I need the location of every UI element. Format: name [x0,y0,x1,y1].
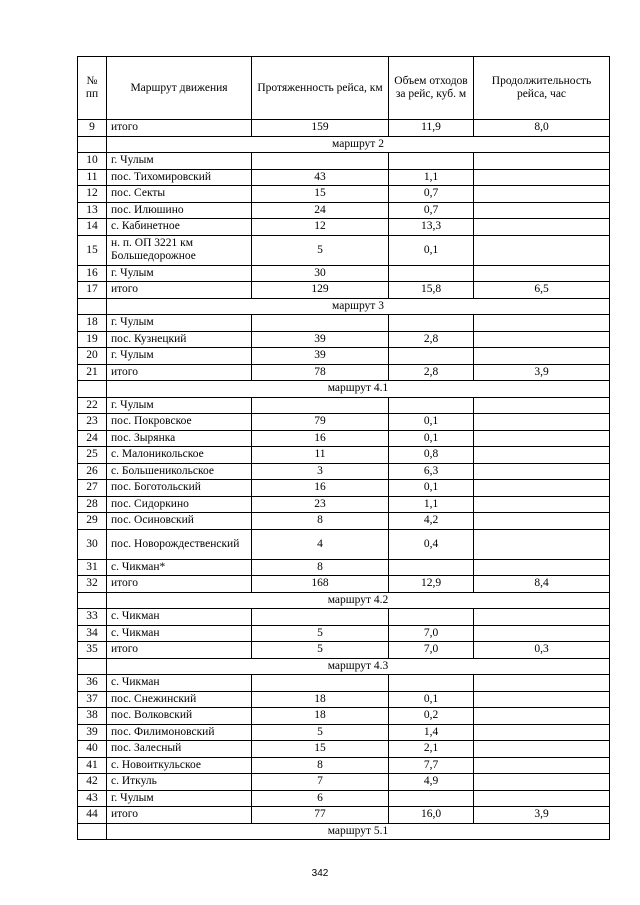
waste-volume: 0,8 [389,447,474,464]
row-number: 39 [78,724,107,741]
table-row [78,282,610,299]
route-point: г. Чулым [107,348,252,365]
table-row [78,480,610,497]
waste-volume: 2,1 [389,741,474,758]
table-row [78,642,610,659]
waste-volume: 1,1 [389,169,474,186]
waste-volume: 7,7 [389,757,474,774]
row-number: 24 [78,430,107,447]
route-duration [474,235,610,265]
row-number: 23 [78,414,107,431]
row-number: 44 [78,807,107,824]
route-point: итого [107,642,252,659]
route-length: 8 [252,513,389,530]
route-duration [474,414,610,431]
route-group-label: маршрут 5.1 [107,823,610,840]
row-number: 20 [78,348,107,365]
waste-volume: 0,4 [389,529,474,559]
route-length: 77 [252,807,389,824]
row-number: 31 [78,559,107,576]
route-point: пос. Секты [107,186,252,203]
route-duration [474,774,610,791]
table-row [78,219,610,236]
route-length: 39 [252,348,389,365]
group-num-cell [78,298,107,315]
route-point: итого [107,282,252,299]
route-length: 3 [252,463,389,480]
row-number: 14 [78,219,107,236]
row-number: 34 [78,625,107,642]
row-number: 22 [78,397,107,414]
route-point: н. п. ОП 3221 км Большедорожное [107,235,252,265]
table-row [78,790,610,807]
route-duration [474,609,610,626]
route-length: 4 [252,529,389,559]
route-length: 43 [252,169,389,186]
row-number: 10 [78,153,107,170]
route-point: итого [107,364,252,381]
route-point: с. Новоиткульское [107,757,252,774]
table-row [78,724,610,741]
route-point: итого [107,807,252,824]
route-length: 39 [252,331,389,348]
route-group-row [78,381,610,398]
route-length: 16 [252,430,389,447]
table-row [78,397,610,414]
route-point: пос. Снежинский [107,691,252,708]
row-number: 27 [78,480,107,497]
group-num-cell [78,823,107,840]
route-duration [474,186,610,203]
row-number: 19 [78,331,107,348]
group-num-cell [78,592,107,609]
route-duration [474,430,610,447]
table-row [78,430,610,447]
route-group-row [78,298,610,315]
table-row [78,774,610,791]
waste-volume: 0,1 [389,235,474,265]
route-group-label: маршрут 4.3 [107,658,610,675]
table-row [78,463,610,480]
table-row [78,315,610,332]
route-duration [474,757,610,774]
row-number: 33 [78,609,107,626]
row-number: 16 [78,265,107,282]
waste-volume [389,609,474,626]
routes-table-container [77,56,609,840]
header-length: Протяженность рейса, км [252,57,389,120]
table-row [78,120,610,137]
table-row [78,625,610,642]
routes-table [77,56,610,840]
route-length: 18 [252,708,389,725]
waste-volume: 1,1 [389,496,474,513]
row-number: 32 [78,576,107,593]
route-duration [474,708,610,725]
route-duration [474,265,610,282]
row-number: 13 [78,202,107,219]
route-duration [474,741,610,758]
table-row [78,331,610,348]
route-duration [474,331,610,348]
route-point: с. Кабинетное [107,219,252,236]
row-number: 11 [78,169,107,186]
route-group-row [78,658,610,675]
route-duration: 8,0 [474,120,610,137]
route-length: 15 [252,186,389,203]
route-length: 5 [252,642,389,659]
table-row [78,513,610,530]
route-group-label: маршрут 3 [107,298,610,315]
table-row [78,364,610,381]
route-point: пос. Волковский [107,708,252,725]
route-point: итого [107,576,252,593]
table-body [78,120,610,840]
route-length: 5 [252,235,389,265]
route-point: с. Чикман [107,609,252,626]
route-duration [474,513,610,530]
route-group-label: маршрут 2 [107,136,610,153]
route-point: пос. Новорождественский [107,529,252,559]
waste-volume: 4,9 [389,774,474,791]
row-number: 42 [78,774,107,791]
table-row [78,265,610,282]
route-point: пос. Тихомировский [107,169,252,186]
route-group-label: маршрут 4.2 [107,592,610,609]
header-num: № пп [78,57,107,120]
route-duration [474,315,610,332]
route-point: пос. Илюшино [107,202,252,219]
route-group-row [78,592,610,609]
table-row [78,153,610,170]
route-duration [474,790,610,807]
route-duration: 0,3 [474,642,610,659]
route-duration [474,219,610,236]
header-row [78,57,610,120]
route-duration: 6,5 [474,282,610,299]
waste-volume: 6,3 [389,463,474,480]
route-length: 8 [252,559,389,576]
route-length: 79 [252,414,389,431]
row-number: 30 [78,529,107,559]
table-row [78,741,610,758]
route-group-row [78,823,610,840]
route-duration: 3,9 [474,364,610,381]
route-point: итого [107,120,252,137]
route-duration: 8,4 [474,576,610,593]
table-row [78,202,610,219]
waste-volume: 0,7 [389,202,474,219]
route-length [252,397,389,414]
table-row [78,529,610,559]
waste-volume [389,153,474,170]
waste-volume [389,265,474,282]
route-length [252,609,389,626]
route-duration [474,724,610,741]
route-point: пос. Филимоновский [107,724,252,741]
route-length: 16 [252,480,389,497]
table-row [78,708,610,725]
waste-volume: 0,2 [389,708,474,725]
row-number: 38 [78,708,107,725]
row-number: 36 [78,675,107,692]
waste-volume [389,675,474,692]
waste-volume [389,315,474,332]
waste-volume: 0,1 [389,691,474,708]
route-duration [474,496,610,513]
row-number: 18 [78,315,107,332]
row-number: 21 [78,364,107,381]
route-length: 24 [252,202,389,219]
waste-volume: 2,8 [389,364,474,381]
table-row [78,559,610,576]
route-point: с. Малоникольское [107,447,252,464]
route-length: 129 [252,282,389,299]
waste-volume: 11,9 [389,120,474,137]
route-point: с. Чикман* [107,559,252,576]
waste-volume [389,397,474,414]
row-number: 40 [78,741,107,758]
table-row [78,235,610,265]
waste-volume: 0,1 [389,430,474,447]
table-row [78,691,610,708]
route-point: г. Чулым [107,315,252,332]
table-row [78,169,610,186]
route-duration [474,202,610,219]
table-row [78,447,610,464]
row-number: 15 [78,235,107,265]
waste-volume: 0,1 [389,480,474,497]
table-row [78,348,610,365]
route-duration [474,169,610,186]
route-length: 12 [252,219,389,236]
row-number: 41 [78,757,107,774]
row-number: 12 [78,186,107,203]
row-number: 25 [78,447,107,464]
row-number: 28 [78,496,107,513]
waste-volume: 15,8 [389,282,474,299]
route-point: пос. Сидоркино [107,496,252,513]
waste-volume: 2,8 [389,331,474,348]
page-number: 342 [311,868,329,879]
route-length: 11 [252,447,389,464]
route-point: с. Чикман [107,675,252,692]
table-row [78,496,610,513]
waste-volume: 0,1 [389,414,474,431]
waste-volume: 12,9 [389,576,474,593]
row-number: 35 [78,642,107,659]
table-row [78,807,610,824]
route-duration [474,153,610,170]
table-row [78,675,610,692]
route-duration [474,447,610,464]
row-number: 29 [78,513,107,530]
route-length [252,675,389,692]
row-number: 9 [78,120,107,137]
route-duration [474,675,610,692]
route-duration [474,691,610,708]
route-point: с. Большеникольское [107,463,252,480]
route-point: пос. Кузнецкий [107,331,252,348]
route-length: 78 [252,364,389,381]
route-point: г. Чулым [107,397,252,414]
route-duration [474,559,610,576]
waste-volume: 1,4 [389,724,474,741]
route-point: пос. Покровское [107,414,252,431]
table-row [78,186,610,203]
route-length: 168 [252,576,389,593]
route-length: 159 [252,120,389,137]
waste-volume: 13,3 [389,219,474,236]
route-point: с. Иткуль [107,774,252,791]
row-number: 37 [78,691,107,708]
route-point: г. Чулым [107,790,252,807]
waste-volume [389,790,474,807]
route-duration [474,529,610,559]
route-length [252,153,389,170]
route-duration [474,480,610,497]
header-volume: Объем отходов за рейс, куб. м [389,57,474,120]
waste-volume [389,348,474,365]
row-number: 43 [78,790,107,807]
route-point: пос. Боготольский [107,480,252,497]
row-number: 26 [78,463,107,480]
waste-volume: 0,7 [389,186,474,203]
route-length: 8 [252,757,389,774]
route-length: 6 [252,790,389,807]
waste-volume: 4,2 [389,513,474,530]
group-num-cell [78,381,107,398]
route-duration: 3,9 [474,807,610,824]
route-length [252,315,389,332]
route-length: 5 [252,625,389,642]
route-point: пос. Осиновский [107,513,252,530]
waste-volume [389,559,474,576]
table-row [78,609,610,626]
route-length: 15 [252,741,389,758]
table-row [78,414,610,431]
table-row [78,757,610,774]
waste-volume: 16,0 [389,807,474,824]
route-group-label: маршрут 4.1 [107,381,610,398]
header-duration: Продолжительность рейса, час [474,57,610,120]
waste-volume: 7,0 [389,625,474,642]
route-point: с. Чикман [107,625,252,642]
route-length: 7 [252,774,389,791]
route-point: пос. Залесный [107,741,252,758]
group-num-cell [78,658,107,675]
header-route: Маршрут движения [107,57,252,120]
route-point: пос. Зырянка [107,430,252,447]
row-number: 17 [78,282,107,299]
route-group-row [78,136,610,153]
group-num-cell [78,136,107,153]
route-duration [474,463,610,480]
table-row [78,576,610,593]
waste-volume: 7,0 [389,642,474,659]
route-duration [474,625,610,642]
route-duration [474,348,610,365]
route-length: 30 [252,265,389,282]
route-length: 5 [252,724,389,741]
route-point: г. Чулым [107,265,252,282]
route-length: 23 [252,496,389,513]
route-duration [474,397,610,414]
route-point: г. Чулым [107,153,252,170]
route-length: 18 [252,691,389,708]
